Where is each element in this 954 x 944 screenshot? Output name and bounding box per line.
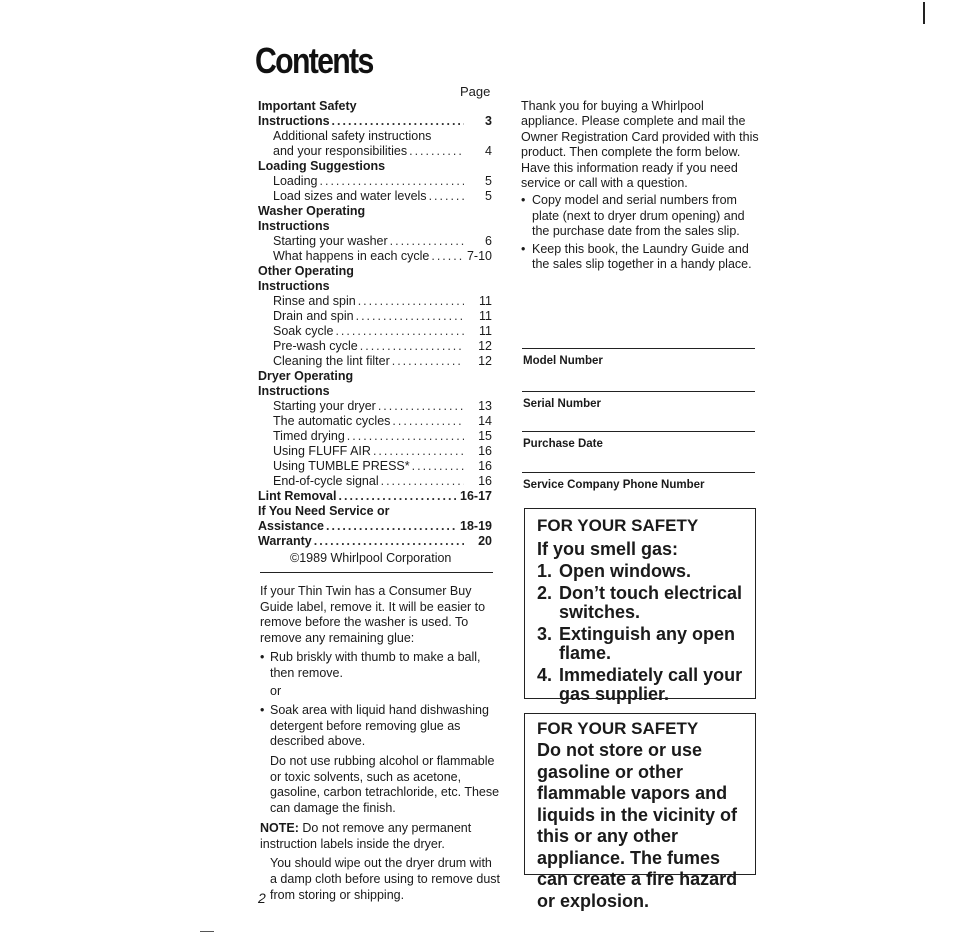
- toc-entry-page: 11: [479, 294, 492, 308]
- step-number: 2.: [537, 583, 553, 603]
- list-item: [521, 242, 759, 273]
- toc-heading: Washer Operating: [258, 204, 366, 218]
- toc-leader-dots: [358, 294, 464, 309]
- safety-subheading: If you smell gas:: [537, 539, 679, 559]
- step-number: 4.: [537, 665, 553, 685]
- toc-entry-label: and your responsibilities: [273, 144, 408, 158]
- step-text: Don’t touch electrical switches.: [559, 583, 743, 622]
- safety-step: [537, 584, 743, 622]
- toc-entry[interactable]: [258, 144, 494, 159]
- toc-entry-label: Load sizes and water levels: [273, 189, 427, 203]
- bullet-icon: •: [521, 193, 526, 208]
- toc-entry[interactable]: [258, 474, 494, 489]
- bullet-icon: •: [260, 702, 265, 717]
- toc-entry-page: 4: [485, 144, 492, 158]
- toc-entry[interactable]: [258, 429, 494, 444]
- bullet-icon: •: [260, 649, 265, 664]
- list-item: [521, 193, 759, 239]
- toc-leader-dots: [381, 474, 464, 489]
- safety-heading: FOR YOUR SAFETY: [537, 516, 699, 535]
- toc-entry-label: The automatic cycles: [273, 414, 391, 428]
- toc-entry-label: End-of-cycle signal: [273, 474, 379, 488]
- toc-entry-label: Timed drying: [273, 429, 345, 443]
- toc-entry-label: Rinse and spin: [273, 294, 356, 308]
- service-phone-label: Service Company Phone Number: [523, 479, 705, 491]
- toc-entry[interactable]: [258, 399, 494, 414]
- toc-entry[interactable]: [258, 114, 494, 129]
- toc-entry-page: 13: [478, 399, 492, 413]
- toc-entry[interactable]: [258, 189, 494, 204]
- toc-entry-label: Starting your washer: [273, 234, 388, 248]
- toc-heading: If You Need Service or: [258, 504, 390, 518]
- safety-body: Do not store or use gasoline or other flammable vapors and liquids in the vicinity of this or any other appliance. The fumes can create a fire hazard or explosion.: [537, 740, 738, 911]
- toc-entry-label: Instructions: [258, 114, 330, 128]
- toc-leader-dots: [431, 249, 463, 264]
- list-item-text: Copy model and serial numbers from plate (next to dryer drum opening) and the purchase date from the sales slip.: [532, 193, 745, 239]
- margin-rule: [923, 2, 925, 24]
- service-phone-line[interactable]: [522, 472, 755, 473]
- toc-entry[interactable]: [258, 354, 494, 369]
- safety-step: [537, 666, 743, 704]
- toc-page-header: Page: [460, 84, 491, 99]
- toc-leader-dots: [326, 519, 456, 534]
- toc-entry-label: Drain and spin: [273, 309, 354, 323]
- note-text: Do not remove any permanent instruction labels inside the dryer.: [260, 820, 472, 851]
- toc-entry-label: Lint Removal: [258, 489, 337, 503]
- paragraph: If your Thin Twin has a Consumer Buy Guide label, remove it. It will be easier to remove before the washer is used. To remove any remaining glue:: [260, 584, 486, 646]
- toc-heading: Other Operating: [258, 264, 354, 278]
- paragraph: Do not use rubbing alcohol or flammable or toxic solvents, such as acetone, gasoline, carbon tetrachloride, etc. These can damage the finish.: [270, 754, 500, 816]
- toc-leader-dots: [332, 114, 464, 129]
- toc-entry[interactable]: [258, 444, 494, 459]
- toc-entry-page: 5: [485, 174, 492, 188]
- step-text: Open windows.: [559, 561, 692, 581]
- step-number: 3.: [537, 624, 553, 644]
- toc-entry-page: 16: [478, 474, 492, 488]
- toc-leader-dots: [347, 429, 464, 444]
- toc-entry[interactable]: [258, 249, 494, 264]
- purchase-date-label: Purchase Date: [523, 438, 603, 450]
- paragraph: Thank you for buying a Whirlpool appliance. Please complete and mail the Owner Registration Card provided with this product. Then complete the form below. Have this information ready if you need service or call with a question.: [521, 99, 759, 191]
- gas-safety-box: [524, 508, 756, 704]
- toc-entry-page: 12: [478, 339, 492, 353]
- toc-entry[interactable]: [258, 309, 494, 324]
- safety-step: [537, 625, 743, 663]
- toc-leader-dots: [339, 489, 457, 504]
- note-label: NOTE:: [260, 820, 299, 835]
- label-removal-text: [260, 584, 500, 903]
- toc-entry[interactable]: [258, 234, 494, 249]
- toc-entry-page: 11: [479, 309, 492, 323]
- toc-entry-page: 16: [478, 459, 492, 473]
- note: [260, 821, 500, 852]
- page-number: 2: [258, 890, 266, 906]
- toc-leader-dots: [392, 354, 464, 369]
- toc-entry-page: 5: [485, 189, 492, 203]
- table-of-contents: [258, 99, 494, 566]
- toc-entry[interactable]: [258, 174, 494, 189]
- step-number: 1.: [537, 561, 553, 581]
- toc-leader-dots: [314, 534, 464, 549]
- toc-leader-dots: [429, 189, 464, 204]
- safety-heading: FOR YOUR SAFETY: [537, 719, 699, 738]
- toc-leader-dots: [360, 339, 464, 354]
- toc-entry-label: Using TUMBLE PRESS*: [273, 459, 410, 473]
- toc-entry-page: 15: [478, 429, 492, 443]
- toc-heading: Instructions: [258, 279, 330, 293]
- purchase-date-line[interactable]: [522, 431, 755, 432]
- toc-leader-dots: [378, 399, 464, 414]
- toc-leader-dots: [392, 414, 464, 429]
- toc-leader-dots: [335, 324, 464, 339]
- toc-heading: Dryer Operating: [258, 369, 354, 383]
- toc-heading: Important Safety: [258, 99, 357, 113]
- toc-entry-label: Additional safety instructions: [273, 129, 432, 143]
- toc-entry-page: 3: [485, 114, 492, 128]
- toc-entry[interactable]: [258, 534, 494, 549]
- page-title: Contents: [255, 40, 373, 81]
- serial-number-line[interactable]: [522, 391, 755, 392]
- step-text: Immediately call your gas supplier.: [559, 665, 743, 704]
- toc-entry-label: Cleaning the lint filter: [273, 354, 390, 368]
- toc-entry-page: 11: [479, 324, 492, 338]
- toc-entry-page: 20: [478, 534, 492, 548]
- toc-entry[interactable]: [258, 129, 494, 144]
- toc-entry[interactable]: [258, 459, 494, 474]
- list-item-text: Rub briskly with thumb to make a ball, then remove.: [270, 649, 481, 680]
- toc-entry[interactable]: [258, 324, 494, 339]
- bullet-icon: •: [521, 241, 526, 256]
- toc-heading: Instructions: [258, 384, 330, 398]
- serial-number-label: Serial Number: [523, 398, 601, 410]
- corner-mark: [200, 931, 214, 932]
- toc-entry-label: Starting your dryer: [273, 399, 376, 413]
- safety-steps: [537, 562, 743, 704]
- toc-leader-dots: [320, 174, 465, 189]
- toc-entry-page: 6: [485, 234, 492, 248]
- toc-entry[interactable]: [258, 339, 494, 354]
- toc-entry-label: Using FLUFF AIR: [273, 444, 371, 458]
- divider: [260, 572, 493, 573]
- toc-entry-label: Warranty: [258, 534, 312, 548]
- toc-entry-label: What happens in each cycle: [273, 249, 430, 263]
- toc-entry-page: 18-19: [460, 519, 492, 533]
- model-number-label: Model Number: [523, 355, 603, 367]
- toc-entry-label: Soak cycle: [273, 324, 334, 338]
- list-item-text: Soak area with liquid hand dishwashing detergent before removing glue as described above.: [270, 702, 489, 749]
- toc-leader-dots: [373, 444, 464, 459]
- toc-entry[interactable]: [258, 519, 494, 534]
- toc-entry-page: 16: [478, 444, 492, 458]
- copyright: ©1989 Whirlpool Corporation: [290, 551, 452, 565]
- intro-text: [521, 99, 759, 272]
- toc-entry-page: 14: [478, 414, 492, 428]
- toc-entry[interactable]: [258, 414, 494, 429]
- toc-entry-page: 12: [478, 354, 492, 368]
- model-number-line[interactable]: [522, 348, 755, 349]
- toc-heading: Instructions: [258, 219, 330, 233]
- toc-leader-dots: [409, 144, 464, 159]
- toc-entry-page: 7-10: [466, 249, 492, 263]
- toc-entry[interactable]: [258, 294, 494, 309]
- list-item: [260, 650, 500, 681]
- toc-entry-label: Loading: [273, 174, 318, 188]
- toc-entry-page: 16-17: [460, 489, 492, 503]
- toc-entry-label: Pre-wash cycle: [273, 339, 358, 353]
- safety-step: [537, 562, 743, 581]
- step-text: Extinguish any open flame.: [559, 624, 736, 663]
- storage-safety-box: [524, 713, 756, 911]
- paragraph: You should wipe out the dryer drum with a damp cloth before using to remove dust from storing or shipping.: [270, 856, 500, 902]
- list-item-text: Keep this book, the Laundry Guide and the sales slip together in a handy place.: [532, 241, 752, 272]
- toc-leader-dots: [356, 309, 464, 324]
- toc-leader-dots: [390, 234, 464, 249]
- list-item: [260, 703, 500, 750]
- or-text: or: [270, 684, 282, 699]
- toc-heading: Loading Suggestions: [258, 159, 386, 173]
- toc-entry[interactable]: [258, 489, 494, 504]
- toc-entry-label: Assistance: [258, 519, 325, 533]
- toc-leader-dots: [412, 459, 464, 474]
